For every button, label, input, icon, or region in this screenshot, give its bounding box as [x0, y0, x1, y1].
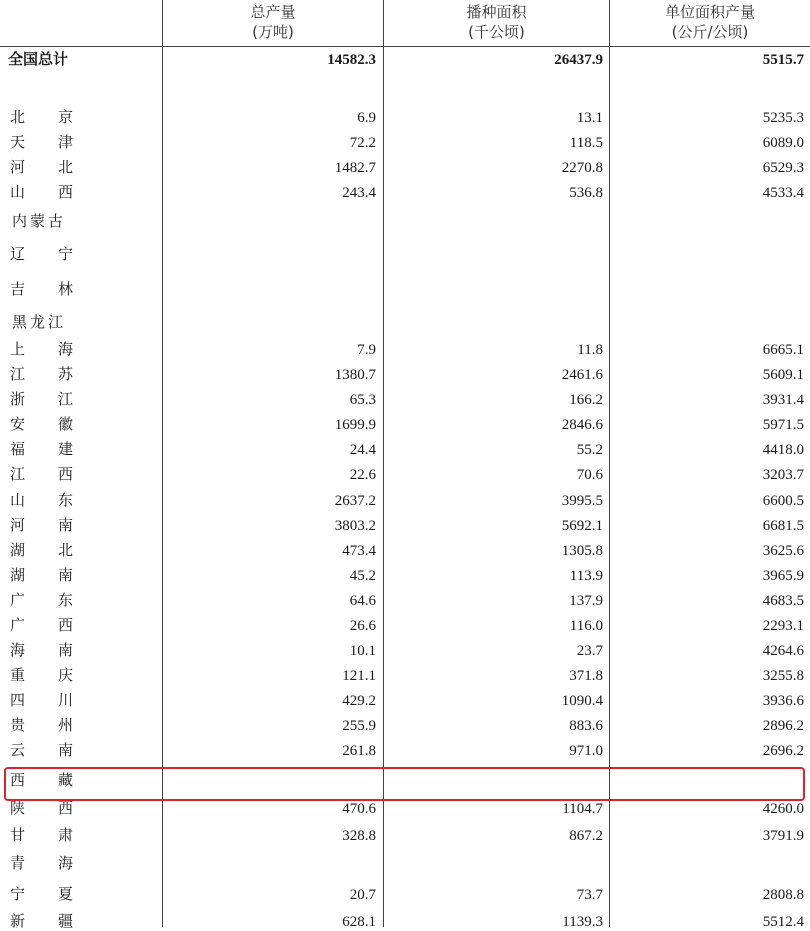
province-name-char2: 疆: [58, 912, 74, 930]
cell-yield: 4418.0: [762, 442, 804, 458]
header-yield-title: 单位面积产量: [664, 3, 755, 21]
province-name-char1: 河: [10, 158, 26, 176]
province-name-char1: 山: [10, 183, 26, 201]
cell-yield: 4260.0: [762, 801, 804, 817]
header-divider: [0, 46, 810, 47]
province-name-char2: 北: [58, 541, 74, 559]
province-name-char2: 西: [58, 616, 74, 634]
cell-area: 70.6: [576, 467, 603, 483]
province-name-char1: 江: [10, 365, 26, 383]
total-yield: 5515.7: [762, 52, 804, 68]
header-area: [384, 2, 609, 42]
cell-area: 371.8: [569, 668, 603, 684]
province-name-char1: 辽: [10, 245, 26, 263]
province-name-char1: 浙: [10, 390, 26, 408]
province-name-char1: 山: [10, 491, 26, 509]
cell-area: 1139.3: [562, 914, 603, 930]
cell-yield: 3255.8: [762, 668, 804, 684]
cell-area: 3995.5: [561, 493, 603, 509]
cell-production: 261.8: [342, 743, 376, 759]
province-name-char1: 天: [10, 133, 26, 151]
cell-yield: 2696.2: [762, 743, 804, 759]
province-name-char1: 甘: [10, 826, 26, 844]
province-name-char2: 东: [58, 591, 74, 609]
province-name-char1: 北: [10, 108, 26, 126]
highlight-box-yunnan: [4, 767, 805, 801]
province-name-char1: 福: [10, 440, 26, 458]
cell-production: 22.6: [349, 467, 376, 483]
province-name-char2: 肃: [58, 826, 74, 844]
cell-yield: 5971.5: [762, 417, 804, 433]
cell-yield: 4533.4: [762, 185, 804, 201]
cell-production: 6.9: [357, 110, 376, 126]
cell-production: 1482.7: [334, 160, 376, 176]
province-name-char2: 西: [58, 465, 74, 483]
cell-area: 883.6: [569, 718, 603, 734]
province-name-char1: 西: [10, 771, 26, 789]
province-name-char2: 南: [58, 741, 74, 759]
province-name-text: 黑龙江: [12, 313, 67, 331]
province-name-char1: 贵: [10, 716, 26, 734]
cell-yield: 4264.6: [762, 643, 804, 659]
cell-production: 45.2: [349, 568, 376, 584]
cell-production: 72.2: [349, 135, 376, 151]
cell-production: 255.9: [342, 718, 376, 734]
cell-yield: 3936.6: [762, 693, 804, 709]
cell-production: 470.6: [342, 801, 376, 817]
province-name-char1: 青: [10, 854, 26, 872]
cell-area: 11.8: [577, 342, 603, 358]
cell-yield: 3965.9: [762, 568, 804, 584]
cell-production: 243.4: [342, 185, 376, 201]
cell-yield: 3791.9: [762, 828, 804, 844]
province-name-char2: 京: [58, 108, 74, 126]
cell-yield: 2293.1: [762, 618, 804, 634]
province-name-char2: 津: [58, 133, 74, 151]
cell-production: 1699.9: [334, 417, 376, 433]
cell-production: 7.9: [357, 342, 376, 358]
cell-yield: 4683.5: [762, 593, 804, 609]
province-name-char1: 吉: [10, 280, 26, 298]
province-name-char2: 西: [58, 799, 74, 817]
cell-area: 23.7: [576, 643, 603, 659]
cell-yield: 2896.2: [762, 718, 804, 734]
header-production-unit: (万吨): [252, 23, 294, 41]
header-production-title: 总产量: [250, 3, 296, 21]
cell-production: 2637.2: [334, 493, 376, 509]
province-name-char2: 庆: [58, 666, 74, 684]
cell-production: 24.4: [349, 442, 376, 458]
province-name-char2: 川: [58, 691, 74, 709]
province-name-char2: 苏: [58, 365, 74, 383]
province-name-char2: 南: [58, 641, 74, 659]
cell-yield: 2808.8: [762, 887, 804, 903]
province-name-char1: 新: [10, 912, 26, 930]
province-name-char2: 林: [58, 280, 74, 298]
cell-production: 429.2: [342, 693, 376, 709]
province-name-char2: 海: [58, 854, 74, 872]
cell-yield: 6665.1: [762, 342, 804, 358]
cell-production: 20.7: [349, 887, 376, 903]
total-label: 全国总计: [8, 50, 69, 68]
cell-yield: 6089.0: [762, 135, 804, 151]
province-name-char1: 湖: [10, 566, 26, 584]
province-name-char1: 湖: [10, 541, 26, 559]
cell-area: 73.7: [576, 887, 603, 903]
province-name-char1: 宁: [10, 885, 26, 903]
cell-yield: 5609.1: [762, 367, 804, 383]
province-name-char1: 云: [10, 741, 26, 759]
cell-yield: 5512.4: [762, 914, 804, 930]
header-area-unit: (千公顷): [468, 23, 525, 41]
cell-area: 113.9: [569, 568, 603, 584]
cell-production: 121.1: [342, 668, 376, 684]
header-yield: [610, 2, 810, 42]
province-name-char2: 藏: [58, 771, 74, 789]
cell-area: 2461.6: [561, 367, 603, 383]
header-production: [163, 2, 383, 42]
total-area: 26437.9: [554, 52, 603, 68]
cell-area: 536.8: [569, 185, 603, 201]
cell-yield: 6681.5: [762, 518, 804, 534]
cell-production: 1380.7: [334, 367, 376, 383]
province-name-char1: 上: [10, 340, 26, 358]
province-name-char2: 西: [58, 183, 74, 201]
cell-production: 26.6: [349, 618, 376, 634]
province-name-char2: 州: [58, 716, 74, 734]
cell-production: 628.1: [342, 914, 376, 930]
header-yield-unit: (公斤/公顷): [671, 23, 749, 41]
province-name-char2: 海: [58, 340, 74, 358]
province-name-char2: 南: [58, 516, 74, 534]
province-name-char1: 广: [10, 616, 26, 634]
cell-production: 473.4: [342, 543, 376, 559]
cell-area: 1305.8: [561, 543, 603, 559]
cell-area: 971.0: [569, 743, 603, 759]
cell-production: 328.8: [342, 828, 376, 844]
province-name-char2: 宁: [58, 245, 74, 263]
province-name-char2: 南: [58, 566, 74, 584]
cell-area: 13.1: [576, 110, 603, 126]
province-name-char1: 河: [10, 516, 26, 534]
cell-yield: 3203.7: [762, 467, 804, 483]
cell-area: 137.9: [569, 593, 603, 609]
province-name-char2: 江: [58, 390, 74, 408]
cell-area: 55.2: [576, 442, 603, 458]
province-name-char1: 重: [10, 666, 26, 684]
province-name-text: 内蒙古: [12, 212, 67, 230]
cell-area: 867.2: [569, 828, 603, 844]
province-name-char2: 夏: [58, 885, 74, 903]
cell-production: 10.1: [349, 643, 376, 659]
cell-production: 64.6: [349, 593, 376, 609]
province-name: [12, 313, 112, 331]
cell-area: 166.2: [569, 392, 603, 408]
cell-production: 3803.2: [334, 518, 376, 534]
province-name-char1: 安: [10, 415, 26, 433]
cell-area: 2846.6: [561, 417, 603, 433]
province-name-char1: 四: [10, 691, 26, 709]
cell-area: 116.0: [569, 618, 603, 634]
header-area-title: 播种面积: [466, 3, 527, 21]
cell-area: 1104.7: [562, 801, 603, 817]
province-name-char2: 东: [58, 491, 74, 509]
cell-yield: 3931.4: [762, 392, 804, 408]
province-name-char1: 海: [10, 641, 26, 659]
province-name-char1: 陕: [10, 799, 26, 817]
total-production: 14582.3: [327, 52, 376, 68]
cell-production: 65.3: [349, 392, 376, 408]
province-name-char1: 江: [10, 465, 26, 483]
cell-yield: 6529.3: [762, 160, 804, 176]
cell-area: 2270.8: [561, 160, 603, 176]
cell-area: 1090.4: [561, 693, 603, 709]
cell-yield: 5235.3: [762, 110, 804, 126]
province-name-char2: 建: [58, 440, 74, 458]
cell-area: 5692.1: [561, 518, 603, 534]
province-name-char2: 徽: [58, 415, 74, 433]
cell-area: 118.5: [569, 135, 603, 151]
province-name: [12, 212, 112, 230]
province-name-char2: 北: [58, 158, 74, 176]
province-name-char1: 广: [10, 591, 26, 609]
cell-yield: 6600.5: [762, 493, 804, 509]
cell-yield: 3625.6: [762, 543, 804, 559]
